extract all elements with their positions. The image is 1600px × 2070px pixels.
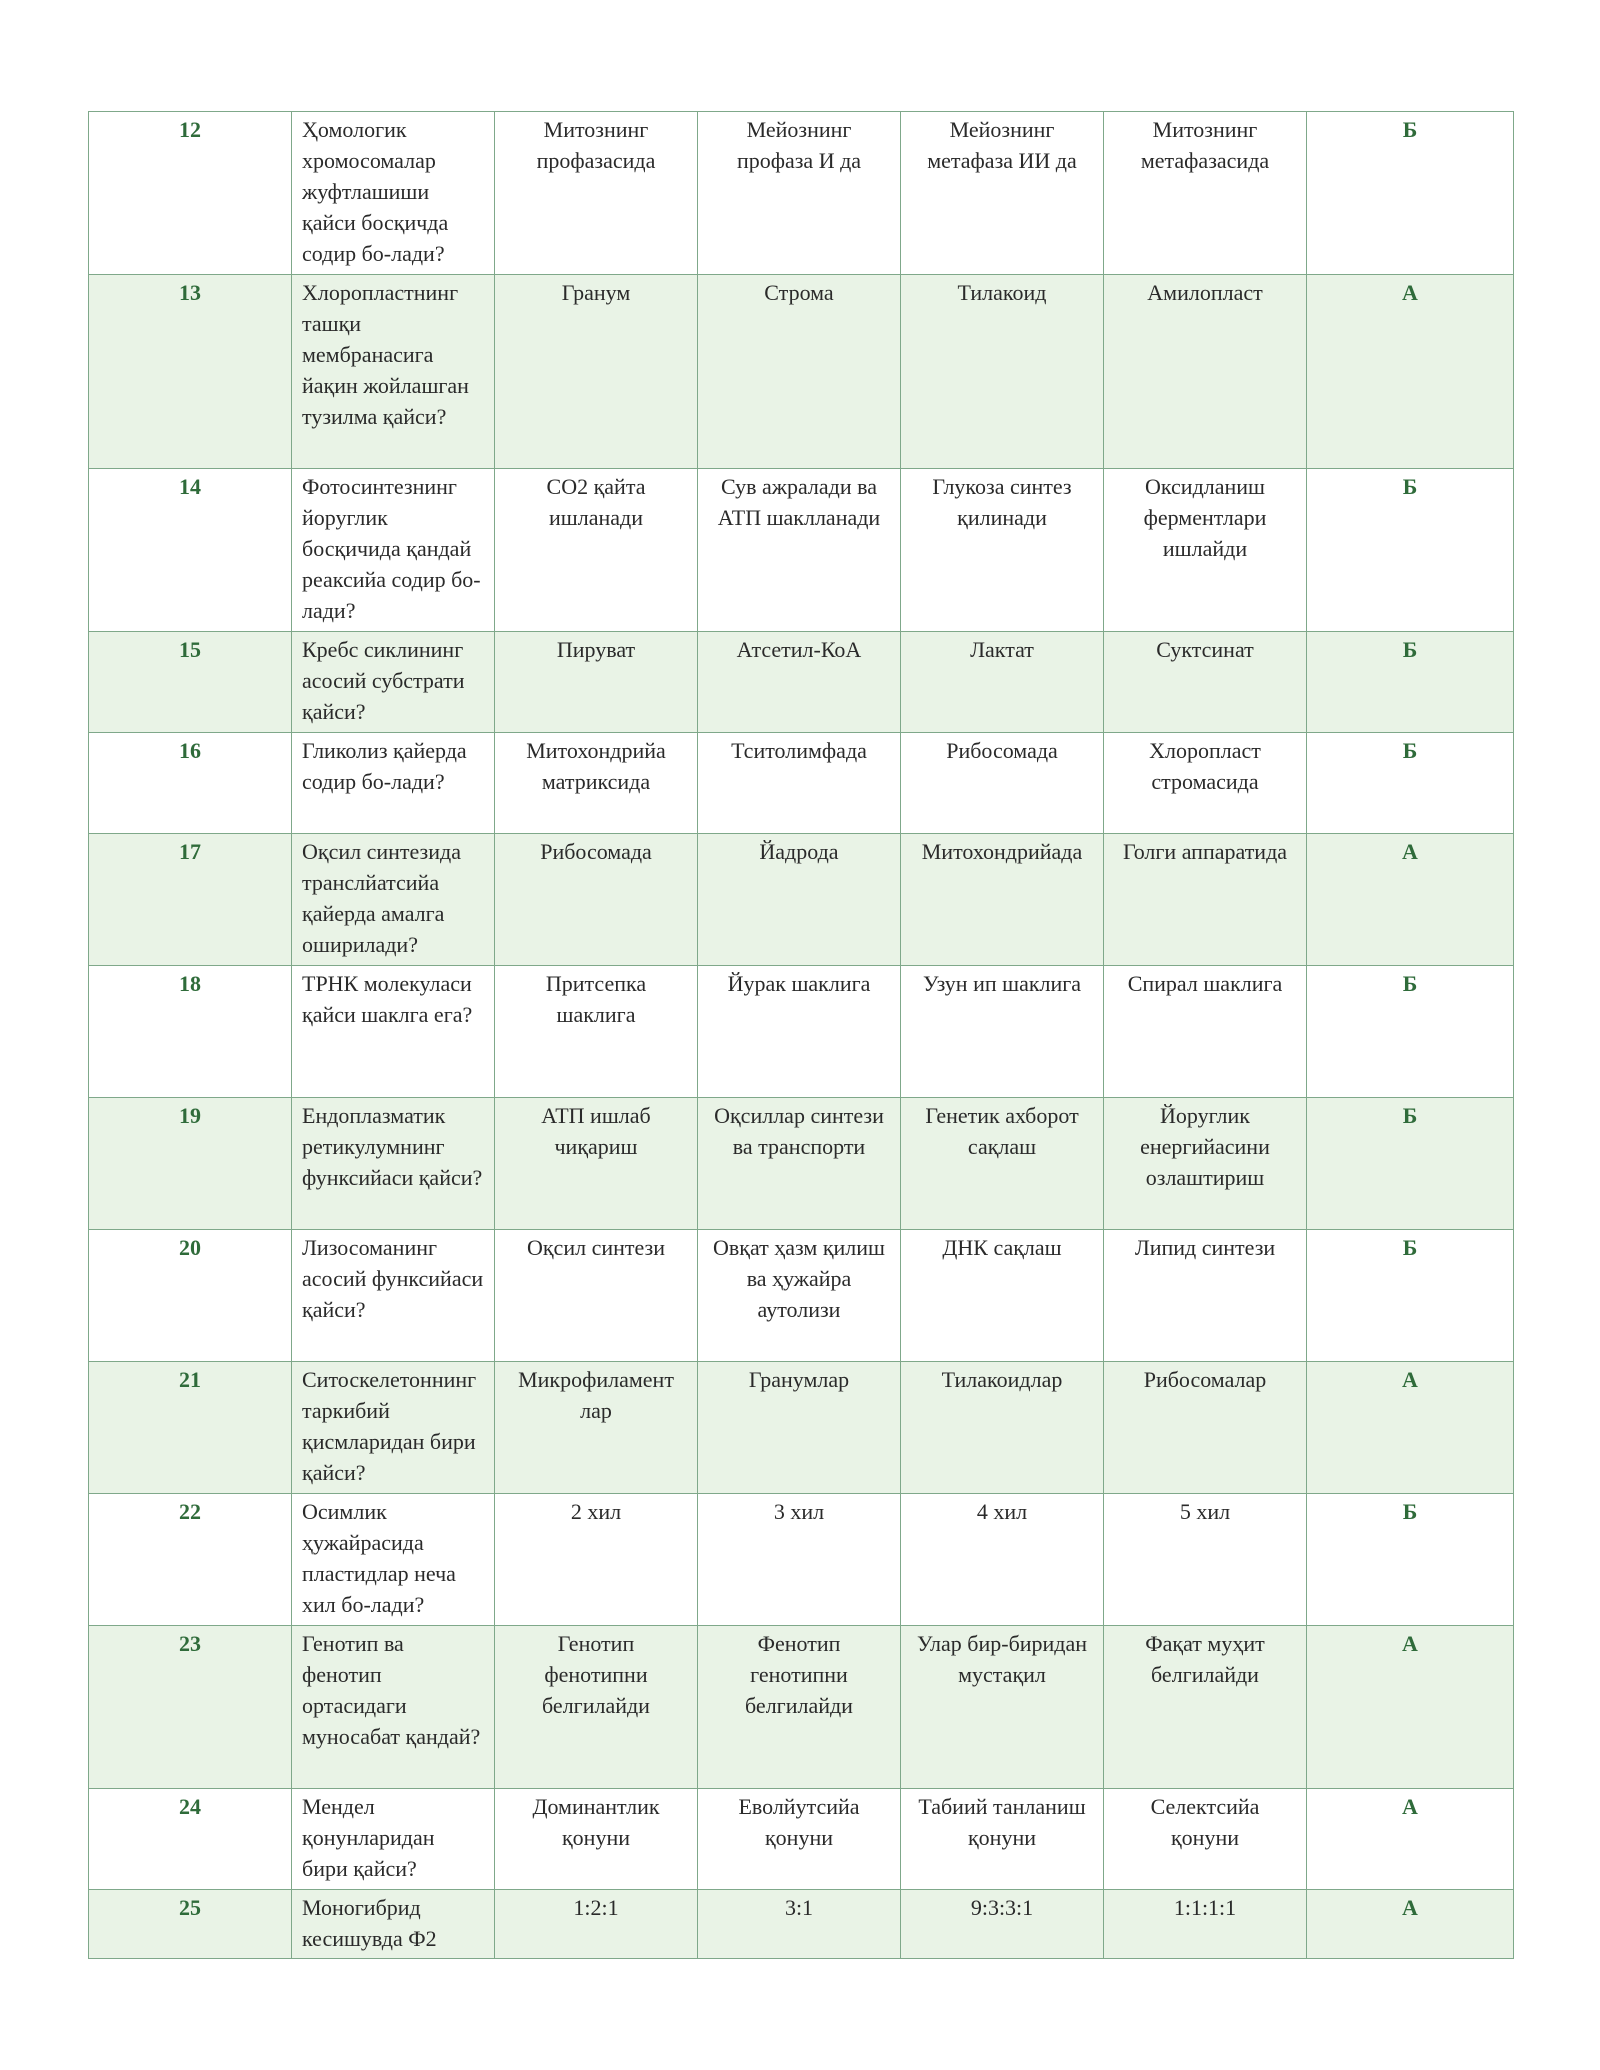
option-a: Притсепка шаклига (495, 966, 698, 1098)
option-c: 4 хил (901, 1494, 1104, 1626)
option-a: Оқсил синтези (495, 1230, 698, 1362)
option-c: Улар бир-биридан мустақил (901, 1626, 1104, 1789)
option-c: Мейознинг метафаза ИИ да (901, 112, 1104, 275)
correct-answer: Б (1307, 966, 1514, 1098)
option-d: Митознинг метафазасида (1104, 112, 1307, 275)
table-row (89, 1626, 1514, 1789)
table-row (89, 1494, 1514, 1626)
table-row (89, 1890, 1514, 1959)
option-c: 9:3:3:1 (901, 1890, 1104, 1959)
table-row (89, 834, 1514, 966)
option-d: Йоруглик енергийасини озлаштириш (1104, 1098, 1307, 1230)
option-b: Мейознинг профаза И да (698, 112, 901, 275)
option-c: Генетик ахборот сақлаш (901, 1098, 1104, 1230)
option-d: Голги аппаратида (1104, 834, 1307, 966)
option-d: 5 хил (1104, 1494, 1307, 1626)
option-a: АТП ишлаб чиқариш (495, 1098, 698, 1230)
question-text: Ҳомологик хромосомалар жуфтлашиши қайси босқичда содир бо-лади? (292, 112, 495, 275)
option-b: Гранумлар (698, 1362, 901, 1494)
table-row (89, 112, 1514, 275)
table-row (89, 966, 1514, 1098)
option-b: Фенотип генотипни белгилайди (698, 1626, 901, 1789)
question-number: 15 (89, 632, 292, 733)
option-d: Липид синтези (1104, 1230, 1307, 1362)
option-a: Митохондрийа матриксида (495, 733, 698, 834)
option-c: Табиий танланиш қонуни (901, 1789, 1104, 1890)
option-c: Тилакоид (901, 275, 1104, 469)
option-b: 3:1 (698, 1890, 901, 1959)
option-a: Пируват (495, 632, 698, 733)
option-b: Йадрода (698, 834, 901, 966)
correct-answer: А (1307, 1789, 1514, 1890)
table-row (89, 275, 1514, 469)
question-text: Ситоскелетоннинг таркибий қисмларидан бири қайси? (292, 1362, 495, 1494)
correct-answer: Б (1307, 112, 1514, 275)
option-a: 2 хил (495, 1494, 698, 1626)
table-row (89, 469, 1514, 632)
question-number: 12 (89, 112, 292, 275)
option-b: 3 хил (698, 1494, 901, 1626)
option-a: Рибосомада (495, 834, 698, 966)
option-d: Фақат муҳит белгилайди (1104, 1626, 1307, 1789)
question-number: 18 (89, 966, 292, 1098)
option-a: Микрофиламент лар (495, 1362, 698, 1494)
correct-answer: Б (1307, 469, 1514, 632)
question-number: 13 (89, 275, 292, 469)
quiz-table (88, 111, 1514, 1959)
option-b: Сув ажралади ва АТП шаклланади (698, 469, 901, 632)
option-c: ДНК сақлаш (901, 1230, 1104, 1362)
correct-answer: Б (1307, 632, 1514, 733)
option-d: Хлоропласт стромасида (1104, 733, 1307, 834)
option-c: Митохондрийада (901, 834, 1104, 966)
question-text: Мендел қонунларидан бири қайси? (292, 1789, 495, 1890)
option-a: 1:2:1 (495, 1890, 698, 1959)
option-b: Овқат ҳазм қилиш ва ҳужайра аутолизи (698, 1230, 901, 1362)
option-b: Тситолимфада (698, 733, 901, 834)
correct-answer: А (1307, 834, 1514, 966)
correct-answer: А (1307, 275, 1514, 469)
question-text: Оқсил синтезида транслйатсийа қайерда амалга оширилади? (292, 834, 495, 966)
question-number: 16 (89, 733, 292, 834)
correct-answer: Б (1307, 1230, 1514, 1362)
option-b: Оқсиллар синтези ва транспорти (698, 1098, 901, 1230)
question-text: Моногибрид кесишувда Ф2 (292, 1890, 495, 1959)
question-number: 19 (89, 1098, 292, 1230)
question-number: 24 (89, 1789, 292, 1890)
table-row (89, 1098, 1514, 1230)
option-b: Еволйутсийа қонуни (698, 1789, 901, 1890)
option-d: 1:1:1:1 (1104, 1890, 1307, 1959)
question-number: 21 (89, 1362, 292, 1494)
question-text: Кребс сиклининг асосий субстрати қайси? (292, 632, 495, 733)
option-c: Рибосомада (901, 733, 1104, 834)
correct-answer: А (1307, 1626, 1514, 1789)
option-d: Суктсинат (1104, 632, 1307, 733)
option-b: Атсетил-КоА (698, 632, 901, 733)
correct-answer: Б (1307, 1494, 1514, 1626)
question-text: Генотип ва фенотип ортасидаги муносабат қандай? (292, 1626, 495, 1789)
correct-answer: Б (1307, 733, 1514, 834)
option-c: Тилакоидлар (901, 1362, 1104, 1494)
correct-answer: А (1307, 1890, 1514, 1959)
question-number: 17 (89, 834, 292, 966)
question-text: ТРНК молекуласи қайси шаклга ега? (292, 966, 495, 1098)
option-b: Строма (698, 275, 901, 469)
option-a: Генотип фенотипни белгилайди (495, 1626, 698, 1789)
table-row (89, 1230, 1514, 1362)
option-d: Селектсийа қонуни (1104, 1789, 1307, 1890)
question-number: 14 (89, 469, 292, 632)
option-c: Лактат (901, 632, 1104, 733)
question-number: 23 (89, 1626, 292, 1789)
question-text: Хлоропластнинг ташқи мембранасига йақин жойлашган тузилма қайси? (292, 275, 495, 469)
option-c: Глукоза синтез қилинади (901, 469, 1104, 632)
question-text: Осимлик ҳужайрасида пластидлар неча хил бо-лади? (292, 1494, 495, 1626)
table-row (89, 632, 1514, 733)
correct-answer: А (1307, 1362, 1514, 1494)
option-a: Митознинг профазасида (495, 112, 698, 275)
option-d: Оксидланиш ферментлари ишлайди (1104, 469, 1307, 632)
question-text: Фотосинтезнинг йоруглик босқичида қандай реаксийа содир бо-лади? (292, 469, 495, 632)
table-row (89, 1362, 1514, 1494)
question-text: Ендоплазматик ретикулумнинг функсийаси қайси? (292, 1098, 495, 1230)
question-number: 20 (89, 1230, 292, 1362)
question-text: Лизосоманинг асосий функсийаси қайси? (292, 1230, 495, 1362)
option-d: Амилопласт (1104, 275, 1307, 469)
option-d: Спирал шаклига (1104, 966, 1307, 1098)
question-number: 22 (89, 1494, 292, 1626)
option-a: Гранум (495, 275, 698, 469)
option-a: CO2 қайта ишланади (495, 469, 698, 632)
question-number: 25 (89, 1890, 292, 1959)
option-b: Йурак шаклига (698, 966, 901, 1098)
option-a: Доминантлик қонуни (495, 1789, 698, 1890)
correct-answer: Б (1307, 1098, 1514, 1230)
question-text: Гликолиз қайерда содир бо-лади? (292, 733, 495, 834)
table-row (89, 733, 1514, 834)
quiz-table-body (89, 112, 1514, 1959)
option-d: Рибосомалар (1104, 1362, 1307, 1494)
table-row (89, 1789, 1514, 1890)
option-c: Узун ип шаклига (901, 966, 1104, 1098)
